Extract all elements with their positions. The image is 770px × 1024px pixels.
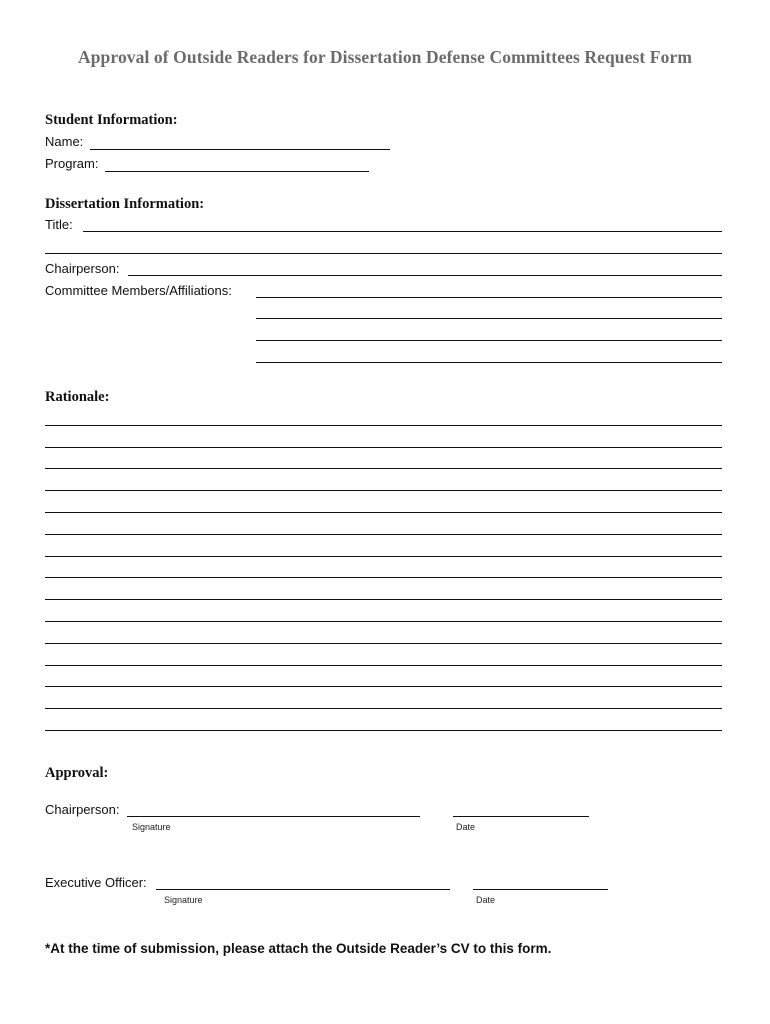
rationale-line[interactable] — [45, 512, 722, 513]
committee-member-line-1[interactable] — [256, 297, 722, 298]
officer-date-field[interactable] — [473, 889, 608, 890]
officer-date-caption: Date — [476, 895, 496, 905]
name-field[interactable] — [90, 149, 390, 150]
committee-member-line-3[interactable] — [256, 340, 722, 341]
committee-member-line-4[interactable] — [256, 362, 722, 363]
dissertation-chair-label: Chairperson: — [45, 261, 120, 276]
rationale-line[interactable] — [45, 447, 722, 448]
chair-signature-caption: Signature — [132, 822, 171, 832]
student-info-heading: Student Information: — [45, 112, 178, 128]
rationale-line[interactable] — [45, 643, 722, 644]
officer-signature-field[interactable] — [156, 889, 450, 890]
rationale-line[interactable] — [45, 599, 722, 600]
cv-attachment-note: *At the time of submission, please attach the Outside Reader’s CV to this form. — [45, 941, 552, 956]
officer-signature-caption: Signature — [164, 895, 203, 905]
committee-members-label: Committee Members/Affiliations: — [45, 283, 232, 298]
form-title: Approval of Outside Readers for Dissertation Defense Committees Request Form — [77, 47, 692, 67]
dissertation-chair-field[interactable] — [128, 275, 722, 276]
rationale-line[interactable] — [45, 534, 722, 535]
rationale-line[interactable] — [45, 556, 722, 557]
rationale-heading: Rationale: — [45, 389, 110, 405]
dissertation-info-heading: Dissertation Information: — [45, 196, 205, 212]
name-label: Name: — [45, 134, 84, 149]
rationale-line[interactable] — [45, 686, 722, 687]
title-field-line-1[interactable] — [83, 231, 722, 232]
rationale-line[interactable] — [45, 730, 722, 731]
committee-member-line-2[interactable] — [256, 318, 722, 319]
rationale-line[interactable] — [45, 425, 722, 426]
executive-officer-label: Executive Officer: — [45, 875, 147, 890]
program-label: Program: — [45, 156, 99, 171]
title-field-line-2[interactable] — [45, 253, 722, 254]
rationale-line[interactable] — [45, 577, 722, 578]
chair-date-caption: Date — [456, 822, 476, 832]
title-label: Title: — [45, 217, 73, 232]
chair-date-field[interactable] — [453, 816, 589, 817]
rationale-line[interactable] — [45, 490, 722, 491]
rationale-line[interactable] — [45, 708, 722, 709]
rationale-line[interactable] — [45, 468, 722, 469]
chair-signature-field[interactable] — [127, 816, 420, 817]
program-field[interactable] — [105, 171, 369, 172]
rationale-line[interactable] — [45, 665, 722, 666]
approval-chair-label: Chairperson: — [45, 802, 120, 817]
rationale-line[interactable] — [45, 621, 722, 622]
approval-heading: Approval: — [45, 765, 109, 781]
